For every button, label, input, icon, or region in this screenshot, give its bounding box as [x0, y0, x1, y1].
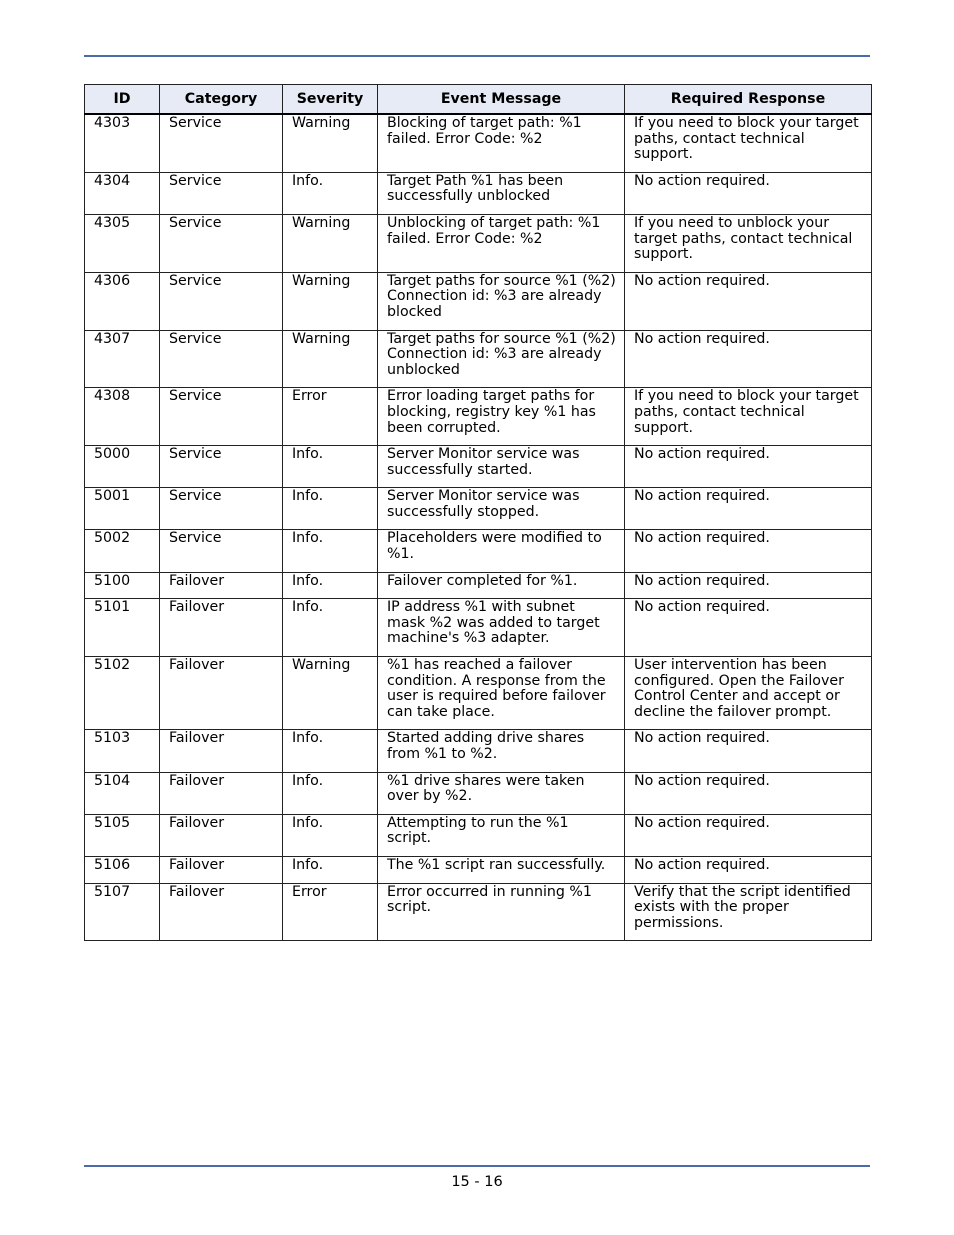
header-rule [84, 55, 870, 57]
cell-severity: Error [283, 883, 378, 941]
cell-required-response: No action required. [625, 488, 872, 530]
cell-id: 5105 [85, 814, 160, 856]
cell-severity: Error [283, 388, 378, 446]
cell-event-message: Blocking of target path: %1 failed. Error Code: %2 [378, 114, 625, 172]
table-row [85, 572, 872, 599]
column-header-severity: Severity [283, 85, 378, 115]
cell-required-response: If you need to block your target paths, contact technical support. [625, 114, 872, 172]
column-header-category: Category [160, 85, 283, 115]
cell-id: 5102 [85, 657, 160, 730]
cell-category: Failover [160, 572, 283, 599]
cell-category: Failover [160, 657, 283, 730]
cell-category: Failover [160, 772, 283, 814]
cell-id: 5101 [85, 599, 160, 657]
footer-rule [84, 1165, 870, 1167]
cell-severity: Info. [283, 599, 378, 657]
table-row [85, 272, 872, 330]
cell-event-message: Server Monitor service was successfully stopped. [378, 488, 625, 530]
cell-event-message: Error loading target paths for blocking, registry key %1 has been corrupted. [378, 388, 625, 446]
table-header-row [85, 85, 872, 115]
cell-required-response: No action required. [625, 572, 872, 599]
cell-event-message: The %1 script ran successfully. [378, 856, 625, 883]
cell-category: Failover [160, 856, 283, 883]
cell-severity: Info. [283, 730, 378, 772]
cell-category: Service [160, 488, 283, 530]
table-row [85, 599, 872, 657]
cell-severity: Warning [283, 214, 378, 272]
table-row [85, 330, 872, 388]
cell-required-response: No action required. [625, 772, 872, 814]
cell-severity: Warning [283, 114, 378, 172]
cell-event-message: Attempting to run the %1 script. [378, 814, 625, 856]
cell-category: Failover [160, 814, 283, 856]
page-number: 15 - 16 [451, 1174, 503, 1190]
cell-required-response: If you need to unblock your target paths, contact technical support. [625, 214, 872, 272]
cell-id: 5000 [85, 446, 160, 488]
cell-category: Service [160, 446, 283, 488]
cell-category: Failover [160, 883, 283, 941]
cell-severity: Info. [283, 772, 378, 814]
table-row [85, 172, 872, 214]
table-row [85, 772, 872, 814]
cell-id: 4306 [85, 272, 160, 330]
cell-id: 5100 [85, 572, 160, 599]
cell-category: Service [160, 172, 283, 214]
cell-required-response: No action required. [625, 172, 872, 214]
cell-severity: Warning [283, 657, 378, 730]
column-header-id: ID [85, 85, 160, 115]
table-row [85, 883, 872, 941]
cell-category: Service [160, 330, 283, 388]
cell-event-message: Target Path %1 has been successfully unblocked [378, 172, 625, 214]
cell-category: Failover [160, 599, 283, 657]
cell-required-response: No action required. [625, 330, 872, 388]
cell-event-message: Target paths for source %1 (%2) Connection id: %3 are already blocked [378, 272, 625, 330]
cell-required-response: If you need to block your target paths, contact technical support. [625, 388, 872, 446]
cell-id: 4308 [85, 388, 160, 446]
cell-id: 5002 [85, 530, 160, 572]
cell-id: 5106 [85, 856, 160, 883]
cell-category: Failover [160, 730, 283, 772]
cell-severity: Info. [283, 814, 378, 856]
cell-id: 5103 [85, 730, 160, 772]
cell-severity: Warning [283, 330, 378, 388]
cell-event-message: %1 has reached a failover condition. A response from the user is required before failover can take place. [378, 657, 625, 730]
cell-event-message: Started adding drive shares from %1 to %2. [378, 730, 625, 772]
cell-event-message: %1 drive shares were taken over by %2. [378, 772, 625, 814]
cell-required-response: No action required. [625, 814, 872, 856]
cell-severity: Info. [283, 856, 378, 883]
cell-required-response: User intervention has been configured. Open the Failover Control Center and accept or decline the failover prompt. [625, 657, 872, 730]
table-row [85, 114, 872, 172]
cell-event-message: Unblocking of target path: %1 failed. Error Code: %2 [378, 214, 625, 272]
column-header-required-response: Required Response [625, 85, 872, 115]
cell-event-message: Server Monitor service was successfully started. [378, 446, 625, 488]
column-header-event-message: Event Message [378, 85, 625, 115]
cell-event-message: Error occurred in running %1 script. [378, 883, 625, 941]
cell-required-response: No action required. [625, 530, 872, 572]
cell-category: Service [160, 114, 283, 172]
cell-event-message: Placeholders were modified to %1. [378, 530, 625, 572]
table-row [85, 657, 872, 730]
cell-category: Service [160, 530, 283, 572]
cell-event-message: Failover completed for %1. [378, 572, 625, 599]
cell-id: 4303 [85, 114, 160, 172]
cell-category: Service [160, 272, 283, 330]
cell-id: 4304 [85, 172, 160, 214]
cell-severity: Info. [283, 572, 378, 599]
cell-severity: Warning [283, 272, 378, 330]
cell-required-response: No action required. [625, 730, 872, 772]
cell-required-response: No action required. [625, 856, 872, 883]
table-row [85, 814, 872, 856]
table-row [85, 446, 872, 488]
event-table [84, 84, 872, 941]
cell-id: 4307 [85, 330, 160, 388]
cell-required-response: Verify that the script identified exists with the proper permissions. [625, 883, 872, 941]
table-row [85, 730, 872, 772]
table-row [85, 856, 872, 883]
table-row [85, 530, 872, 572]
table-row [85, 214, 872, 272]
table-row [85, 488, 872, 530]
cell-severity: Info. [283, 530, 378, 572]
cell-required-response: No action required. [625, 446, 872, 488]
cell-required-response: No action required. [625, 272, 872, 330]
cell-event-message: IP address %1 with subnet mask %2 was added to target machine's %3 adapter. [378, 599, 625, 657]
cell-category: Service [160, 388, 283, 446]
table-row [85, 388, 872, 446]
cell-id: 5001 [85, 488, 160, 530]
cell-severity: Info. [283, 446, 378, 488]
cell-id: 4305 [85, 214, 160, 272]
cell-event-message: Target paths for source %1 (%2) Connection id: %3 are already unblocked [378, 330, 625, 388]
cell-id: 5104 [85, 772, 160, 814]
cell-required-response: No action required. [625, 599, 872, 657]
cell-severity: Info. [283, 172, 378, 214]
cell-severity: Info. [283, 488, 378, 530]
cell-id: 5107 [85, 883, 160, 941]
cell-category: Service [160, 214, 283, 272]
table-body [85, 114, 872, 941]
